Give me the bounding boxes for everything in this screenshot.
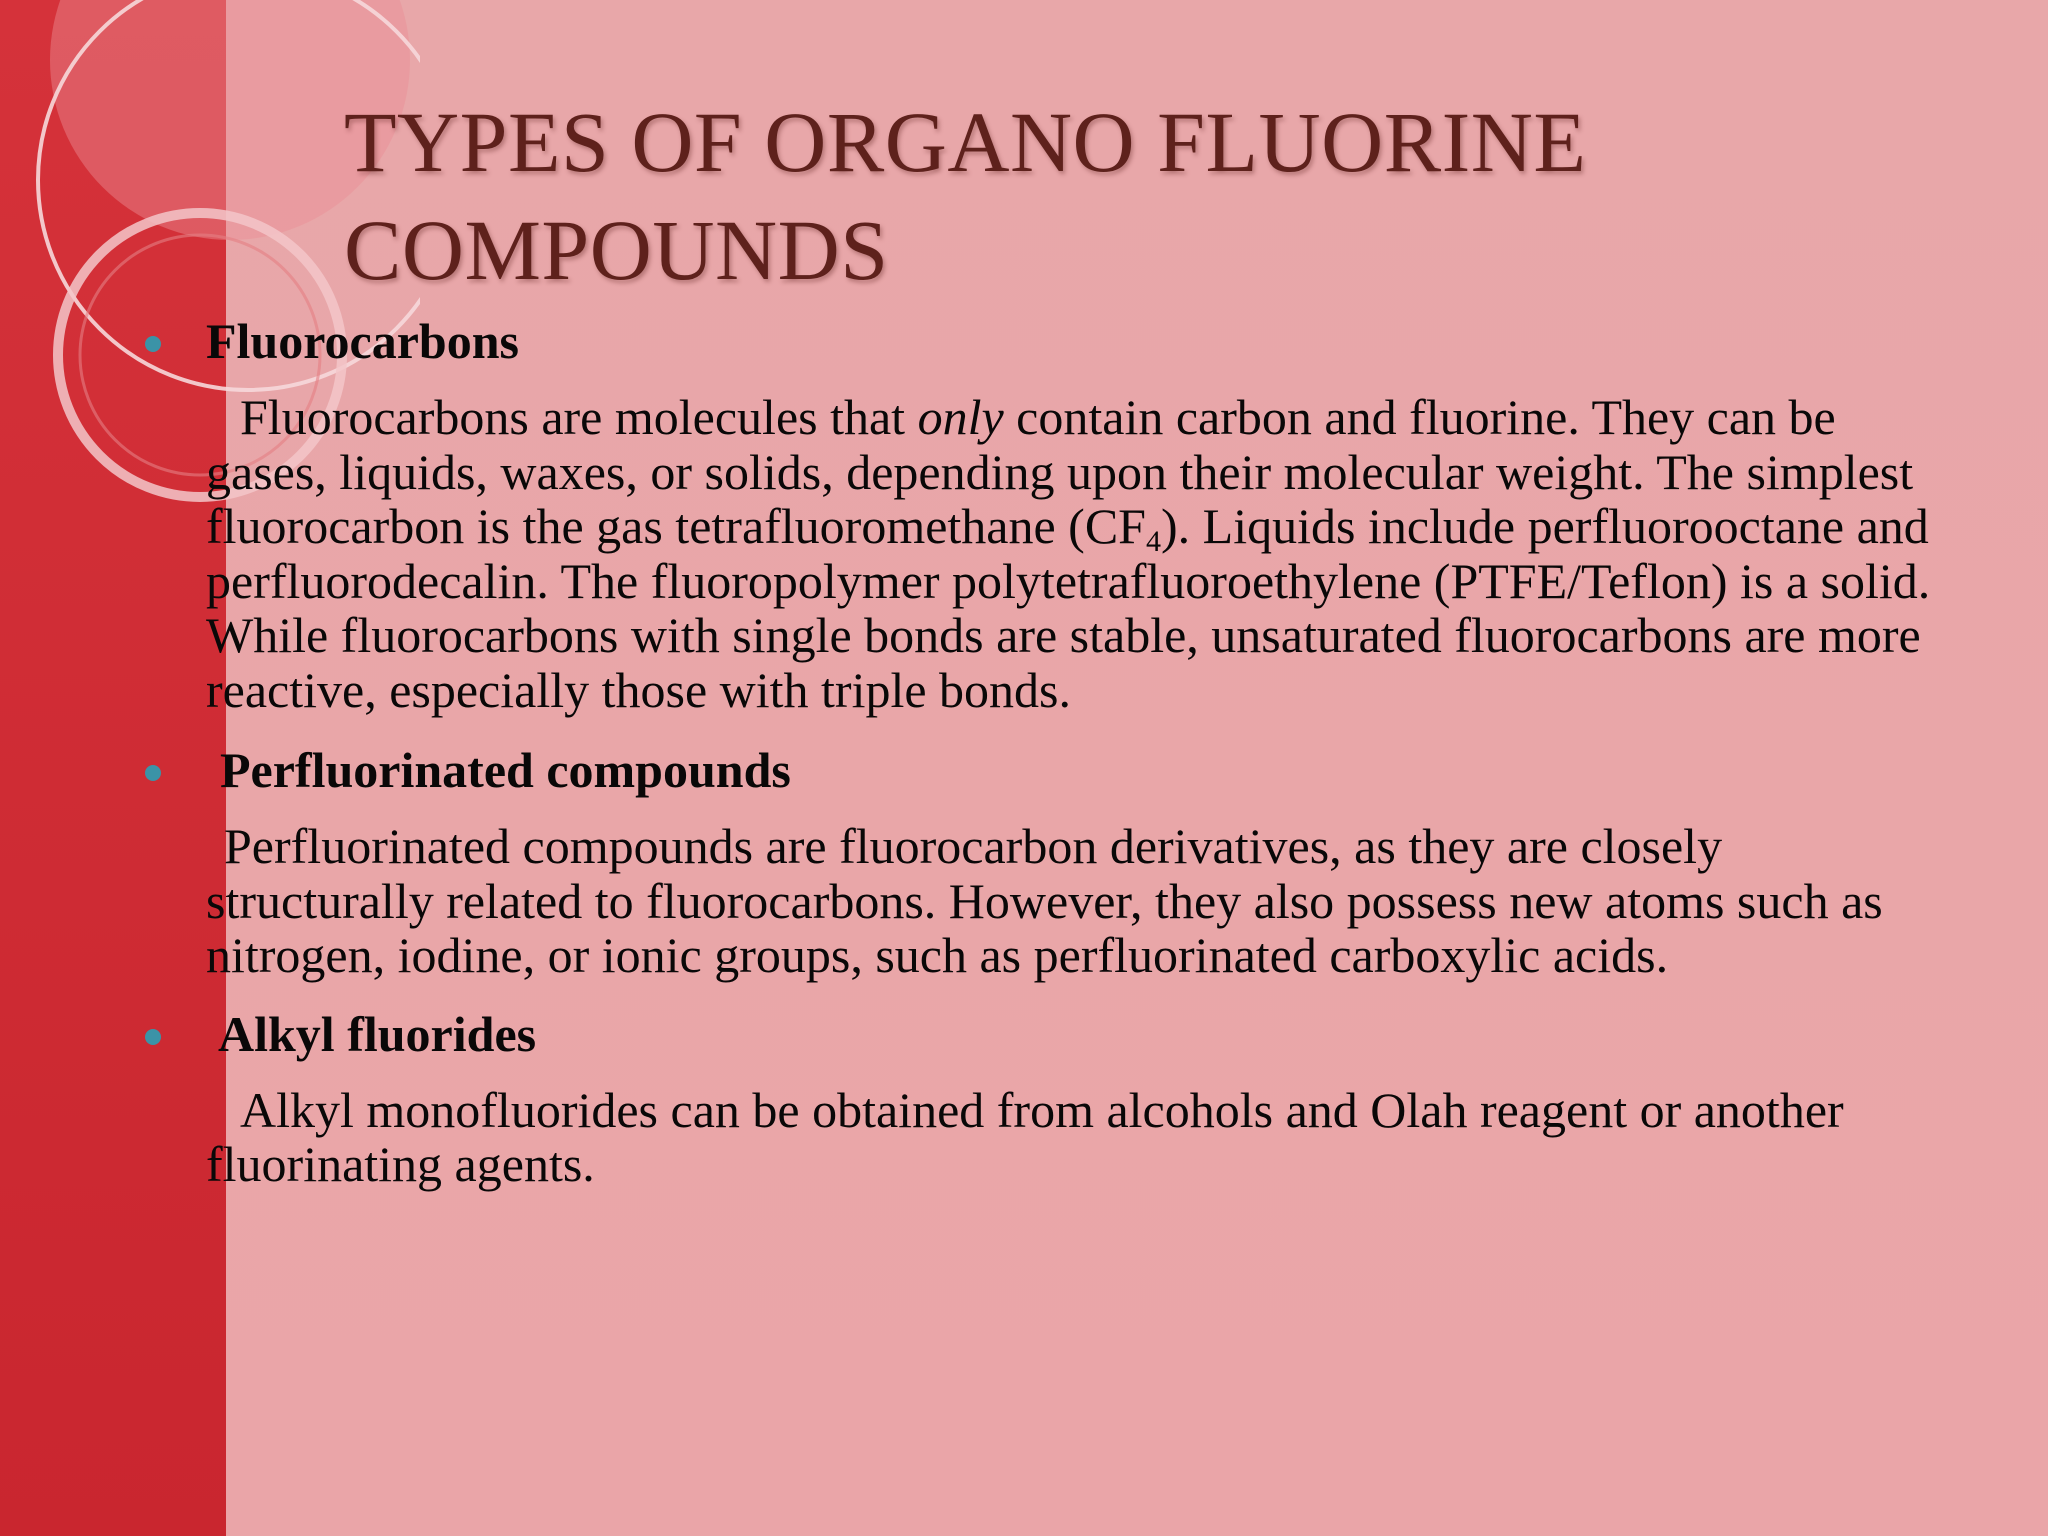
bullet-dot-icon bbox=[145, 765, 161, 781]
section-paragraph: Alkyl monofluorides can be obtained from alcohols and Olah reagent or another fluorinating agents. bbox=[206, 1081, 1844, 1192]
title-line-2: COMPOUNDS bbox=[344, 202, 889, 298]
bullet-item-fluorocarbons bbox=[140, 306, 1940, 717]
bullet-item-perfluorinated bbox=[140, 735, 1940, 983]
bullet-dot-icon bbox=[145, 1029, 161, 1045]
section-heading: Perfluorinated compounds bbox=[220, 742, 791, 798]
bullet-dot-icon bbox=[145, 336, 161, 352]
title-line-1: TYPES OF ORGANO FLUORINE bbox=[344, 94, 1587, 190]
emphasis-text: only bbox=[917, 389, 1004, 445]
section-heading: Alkyl fluorides bbox=[218, 1005, 537, 1062]
section-paragraph: Perfluorinated compounds are fluorocarbon derivatives, as they are closely structurally related to fluorocarbons. However, they also possess new atoms such as nitrogen, iodine, or ionic groups, such as perfluorinated carboxylic acids. bbox=[206, 818, 1883, 983]
slide-content bbox=[140, 306, 1940, 1192]
section-heading: Fluorocarbons bbox=[206, 313, 519, 369]
bullet-item-alkyl-fluorides bbox=[140, 999, 1940, 1192]
slide-title bbox=[344, 88, 1944, 304]
subscript-text: 4 bbox=[1146, 525, 1161, 558]
section-paragraph: Fluorocarbons are molecules that only contain carbon and fluorine. They can be gases, liquids, waxes, or solids, depending upon their molecular weight. The simplest fluorocarbon is the gas tetrafluoromethane $(CF_4)$. Liquids include perfluorooctane and perfluorodecalin. The fluoropolymer polytetrafluoroethylene (PTFE/Teflon) is a solid. While fluorocarbons with single bonds are stable, unsaturated fluorocarbons are more reactive, especially those with triple bonds. bbox=[206, 389, 1931, 718]
